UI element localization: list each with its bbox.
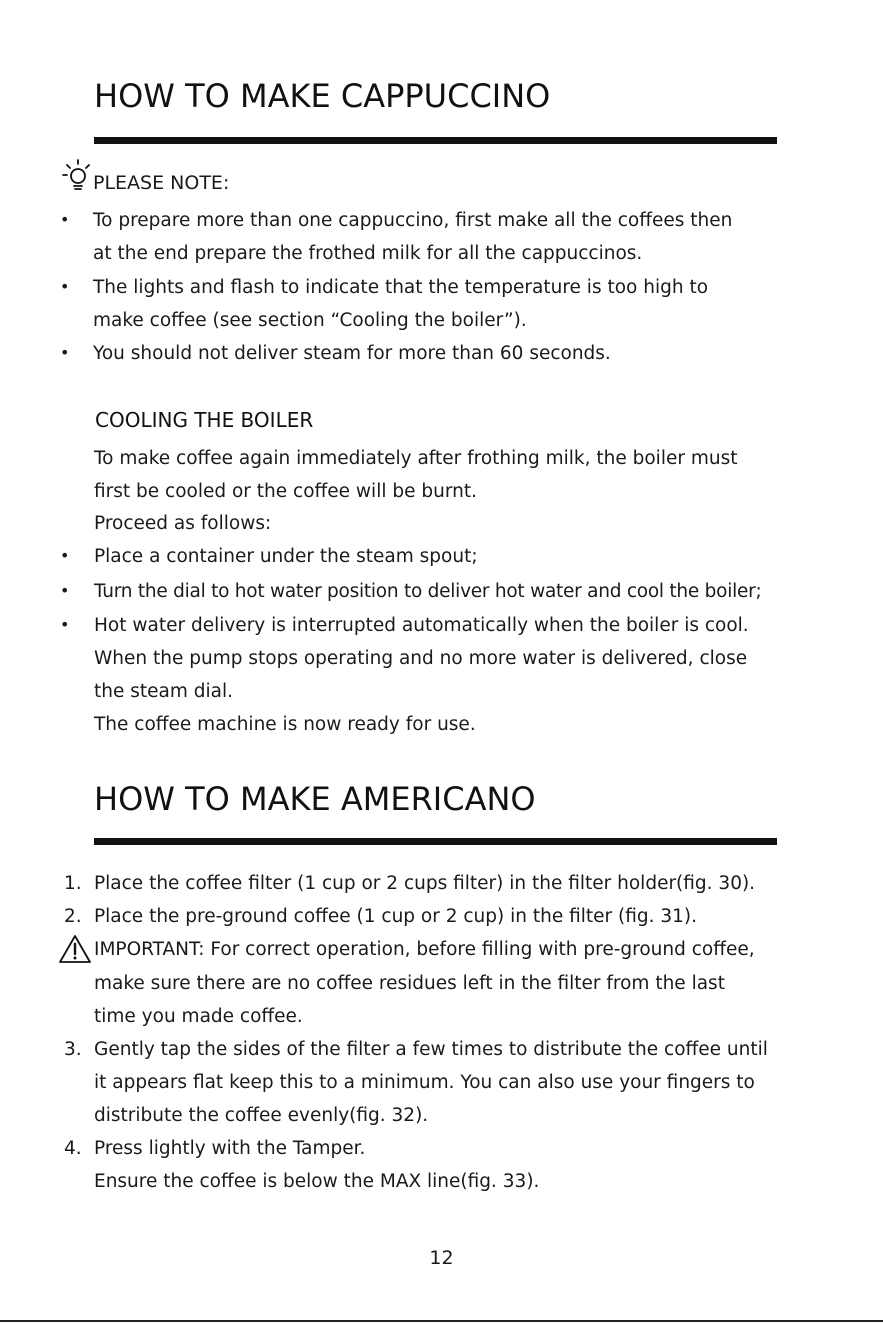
title-rule <box>94 137 777 144</box>
bullet-dot: • <box>60 546 70 565</box>
note-2-line-1: The lights and flash to indicate that the temperature is too high to <box>93 277 709 298</box>
page-bottom-edge <box>0 1320 883 1322</box>
important-more-1: make sure there are no coffee residues left in the filter from the last <box>94 973 725 994</box>
americano-step-3-line-2: it appears flat keep this to a minimum. You can also use your fingers to <box>94 1072 755 1093</box>
cooling-title: COOLING THE BOILER <box>95 408 314 432</box>
please-note-label <box>93 174 229 193</box>
note-1-line-1: To prepare more than one cappuccino, first make all the coffees then <box>93 210 733 231</box>
title-rule <box>94 838 777 845</box>
page-number: 12 <box>429 1247 454 1269</box>
cooling-step-1: Place a container under the steam spout; <box>94 546 478 567</box>
americano-step-4-line-2: Ensure the coffee is below the MAX line(fig. 33). <box>94 1171 540 1192</box>
americano-title: HOW TO MAKE AMERICANO <box>94 780 536 818</box>
lightbulb-icon <box>60 157 94 193</box>
cooling-intro-2: first be cooled or the coffee will be burnt. <box>94 481 477 502</box>
cooling-after-2: the steam dial. <box>94 681 233 702</box>
bullet-dot: • <box>60 343 70 362</box>
americano-step-2: Place the pre-ground coffee (1 cup or 2 cup) in the filter (fig. 31). <box>94 906 698 927</box>
important-label: IMPORTANT: <box>94 939 205 960</box>
important-text: For correct operation, before filling with pre-ground coffee, <box>204 939 755 960</box>
americano-step-4-line-1: Press lightly with the Tamper. <box>94 1138 366 1159</box>
step-number: 1. <box>64 873 82 894</box>
cooling-intro-1: To make coffee again immediately after frothing milk, the boiler must <box>94 448 738 469</box>
cooling-step-2: Turn the dial to hot water position to deliver hot water and cool the boiler; <box>94 581 762 602</box>
bullet-dot: • <box>60 581 70 600</box>
step-number: 3. <box>64 1039 82 1060</box>
step-number: 2. <box>64 906 82 927</box>
americano-step-3-line-3: distribute the coffee evenly(fig. 32). <box>94 1105 429 1126</box>
warning-triangle-icon <box>58 934 92 964</box>
bullet-dot: • <box>60 210 70 229</box>
cooling-step-3: Hot water delivery is interrupted automatically when the boiler is cool. <box>94 615 749 636</box>
bullet-dot: • <box>60 615 70 634</box>
please-note-text: PLEASE NOTE <box>93 172 223 194</box>
note-3-line-1: You should not deliver steam for more than 60 seconds. <box>93 343 611 364</box>
cooling-intro-3: Proceed as follows: <box>94 513 272 534</box>
cooling-after-1: When the pump stops operating and no more water is delivered, close <box>94 648 748 669</box>
americano-step-3-line-1: Gently tap the sides of the filter a few times to distribute the coffee until <box>94 1039 768 1060</box>
cooling-after-3: The coffee machine is now ready for use. <box>94 714 476 735</box>
note-2-line-2: make coffee (see section “Cooling the boiler”). <box>93 310 527 331</box>
step-number: 4. <box>64 1138 82 1159</box>
note-1-line-2: at the end prepare the frothed milk for all the cappuccinos. <box>93 243 643 264</box>
please-note-colon: : <box>222 172 230 194</box>
cappuccino-title: HOW TO MAKE CAPPUCCINO <box>94 77 551 115</box>
important-line <box>94 941 755 960</box>
important-more-2: time you made coffee. <box>94 1006 303 1027</box>
bullet-dot: • <box>60 277 70 296</box>
americano-step-1: Place the coffee filter (1 cup or 2 cups filter) in the filter holder(fig. 30). <box>94 873 756 894</box>
